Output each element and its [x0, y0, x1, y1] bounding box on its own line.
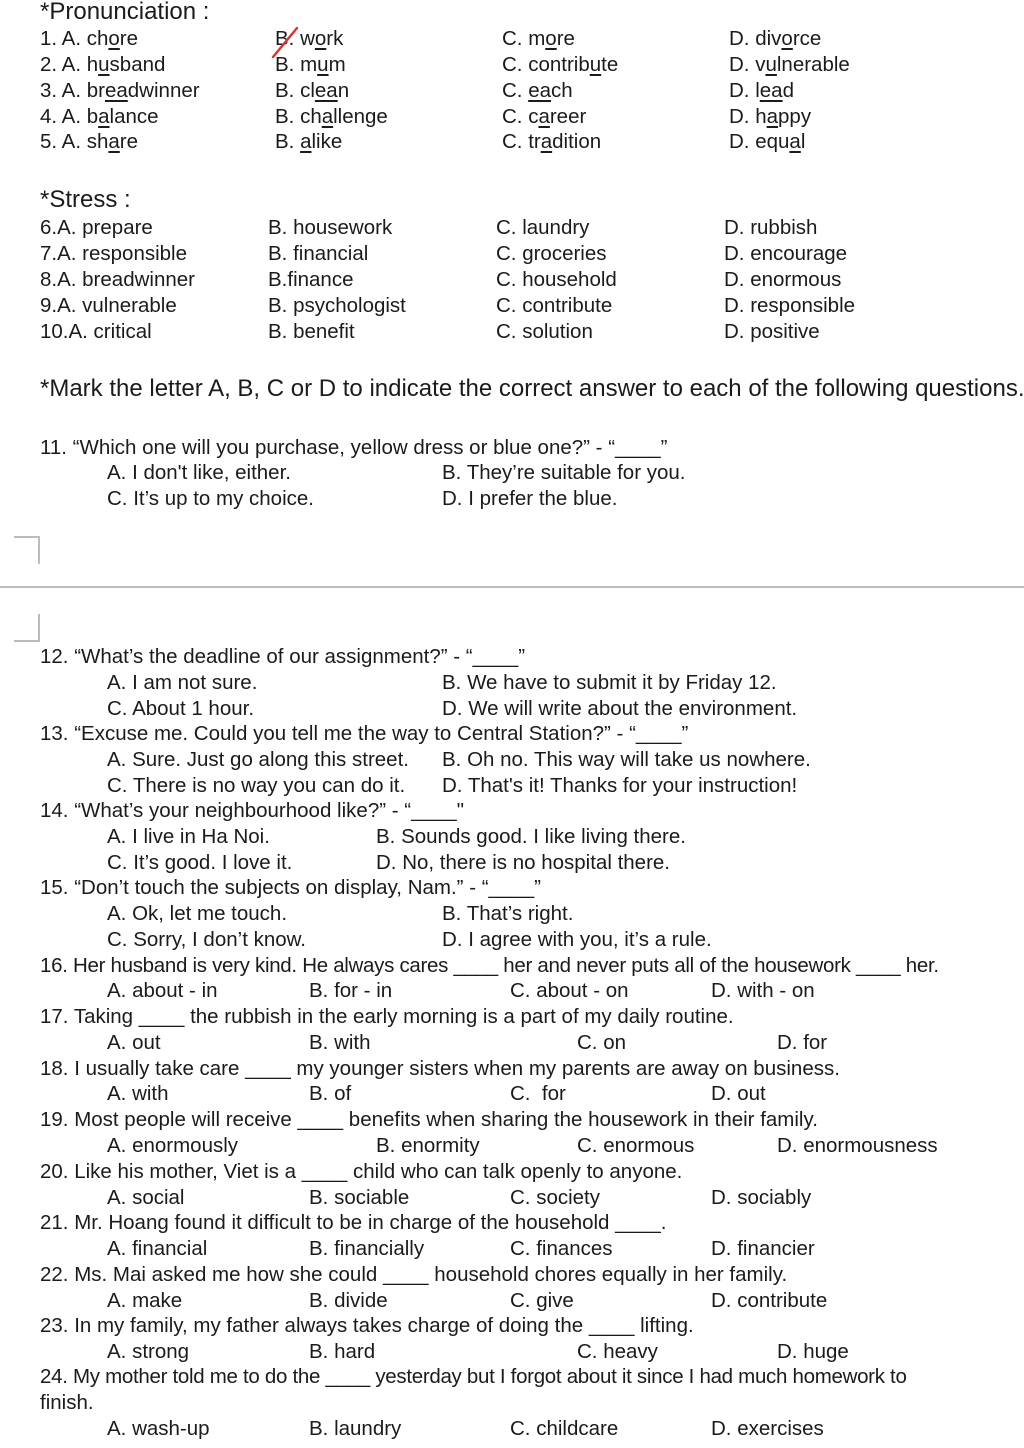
question-17-option-c: C. on: [577, 1031, 626, 1054]
stress-6-b: B. housework: [268, 216, 393, 239]
question-11-stem: 11. “Which one will you purchase, yellow dress or blue one?” - “____”: [40, 436, 668, 459]
question-23-stem: 23. In my family, my father always takes charge of doing the ____ lifting.: [40, 1314, 694, 1337]
question-16-option-d: D. with - on: [711, 979, 815, 1002]
stress-7-b: B. financial: [268, 242, 369, 265]
question-20-option-a: A. social: [107, 1186, 185, 1209]
question-19-option-a: A. enormously: [107, 1134, 239, 1157]
question-16-option-b: B. for - in: [309, 979, 393, 1002]
pron-1-c: C. more: [502, 27, 575, 50]
pron-1-a: 1. A. chore: [40, 27, 139, 50]
page-corner-mark-top: [14, 536, 40, 564]
pron-5-a: 5. A. share: [40, 130, 139, 153]
question-24-option-d: D. exercises: [711, 1417, 824, 1440]
stress-7-d: D. encourage: [724, 242, 848, 265]
question-17-option-b: B. with: [309, 1031, 371, 1054]
stress-6-d: D. rubbish: [724, 216, 818, 239]
question-19-stem: 19. Most people will receive ____ benefits when sharing the housework in their family.: [40, 1108, 818, 1131]
stress-10-b: B. benefit: [268, 320, 355, 343]
section-heading-pronunciation: *Pronunciation :: [40, 0, 210, 25]
question-11-option-c: C. It’s up to my choice.: [107, 487, 314, 510]
question-23-option-b: B. hard: [309, 1340, 376, 1363]
question-12-stem: 12. “What’s the deadline of our assignment?” - “____”: [40, 645, 526, 668]
question-21-option-d: D. financier: [711, 1237, 815, 1260]
stress-8-b: B.finance: [268, 268, 354, 291]
stress-10-c: C. solution: [496, 320, 593, 343]
question-13-option-d: D. That's it! Thanks for your instruction!: [442, 774, 798, 797]
question-16-option-a: A. about - in: [107, 979, 218, 1002]
question-11-option-a: A. I don't like, either.: [107, 461, 291, 484]
question-14-option-a: A. I live in Ha Noi.: [107, 825, 270, 848]
pron-3-c: C. each: [502, 79, 573, 102]
pron-3-d: D. lead: [729, 79, 794, 102]
question-21-option-a: A. financial: [107, 1237, 208, 1260]
stress-6-c: C. laundry: [496, 216, 590, 239]
question-22-option-d: D. contribute: [711, 1289, 828, 1312]
question-19-option-d: D. enormousness: [777, 1134, 938, 1157]
question-15-option-c: C. Sorry, I don’t know.: [107, 928, 307, 951]
stress-9-c: C. contribute: [496, 294, 613, 317]
question-18-option-b: B. of: [309, 1082, 352, 1105]
question-22-option-b: B. divide: [309, 1289, 388, 1312]
question-18-stem: 18. I usually take care ____ my younger sisters when my parents are away on business.: [40, 1057, 840, 1080]
question-13-option-a: A. Sure. Just go along this street.: [107, 748, 409, 771]
question-18-option-c: C. for: [510, 1082, 566, 1105]
stress-8-a: 8.A. breadwinner: [40, 268, 195, 291]
stress-9-a: 9.A. vulnerable: [40, 294, 177, 317]
question-11-option-d: D. I prefer the blue.: [442, 487, 618, 510]
question-12-option-c: C. About 1 hour.: [107, 697, 255, 720]
question-14-stem: 14. “What’s your neighbourhood like?” - “____": [40, 799, 464, 822]
question-12-option-a: A. I am not sure.: [107, 671, 258, 694]
stress-8-c: C. household: [496, 268, 617, 291]
question-16-option-c: C. about - on: [510, 979, 629, 1002]
question-20-option-c: C. society: [510, 1186, 600, 1209]
pron-5-b: B. alike: [275, 130, 343, 153]
question-20-stem: 20. Like his mother, Viet is a ____ child who can talk openly to anyone.: [40, 1160, 683, 1183]
stress-7-c: C. groceries: [496, 242, 607, 265]
question-24-option-c: C. childcare: [510, 1417, 619, 1440]
question-16-stem: 16. Her husband is very kind. He always cares ____ her and never puts all of the housework ____ her.: [40, 954, 939, 977]
answer-strike-mark: [268, 24, 302, 60]
pron-1-d: D. divorce: [729, 27, 822, 50]
pron-2-d: D. vulnerable: [729, 53, 850, 76]
question-15-option-d: D. I agree with you, it’s a rule.: [442, 928, 712, 951]
pron-2-b: B. mum: [275, 53, 346, 76]
pron-5-d: D. equal: [729, 130, 806, 153]
pron-2-c: C. contribute: [502, 53, 619, 76]
stress-6-a: 6.A. prepare: [40, 216, 153, 239]
question-21-stem: 21. Mr. Hoang found it difficult to be in charge of the household ____.: [40, 1211, 667, 1234]
question-18-option-a: A. with: [107, 1082, 169, 1105]
question-24-option-b: B. laundry: [309, 1417, 402, 1440]
question-18-option-d: D. out: [711, 1082, 766, 1105]
question-23-option-c: C. heavy: [577, 1340, 658, 1363]
question-14-option-c: C. It’s good. I love it.: [107, 851, 293, 874]
question-13-option-b: B. Oh no. This way will take us nowhere.: [442, 748, 811, 771]
section-heading-stress: *Stress :: [40, 186, 131, 213]
question-22-option-a: A. make: [107, 1289, 183, 1312]
question-24-option-a: A. wash-up: [107, 1417, 210, 1440]
pron-3-b: B. clean: [275, 79, 350, 102]
pron-4-b: B. challenge: [275, 105, 388, 128]
question-24-stem: 24. My mother told me to do the ____ yesterday but I forgot about it since I had much homework to: [40, 1365, 907, 1388]
question-20-option-d: D. sociably: [711, 1186, 812, 1209]
section-heading-mcq: *Mark the letter A, B, C or D to indicate the correct answer to each of the following questions.: [40, 375, 1024, 402]
question-19-option-c: C. enormous: [577, 1134, 695, 1157]
question-19-option-b: B. enormity: [376, 1134, 480, 1157]
question-13-stem: 13. “Excuse me. Could you tell me the way to Central Station?” - “____”: [40, 722, 689, 745]
pron-2-a: 2. A. husband: [40, 53, 166, 76]
stress-9-b: B. psychologist: [268, 294, 406, 317]
question-14-option-d: D. No, there is no hospital there.: [376, 851, 670, 874]
question-21-option-b: B. financially: [309, 1237, 425, 1260]
page-divider: [0, 586, 1024, 588]
question-22-stem: 22. Ms. Mai asked me how she could ____ household chores equally in her family.: [40, 1263, 788, 1286]
question-15-option-b: B. That’s right.: [442, 902, 574, 925]
question-15-option-a: A. Ok, let me touch.: [107, 902, 288, 925]
pron-4-a: 4. A. balance: [40, 105, 159, 128]
question-21-option-c: C. finances: [510, 1237, 613, 1260]
question-17-option-d: D. for: [777, 1031, 828, 1054]
question-15-stem: 15. “Don’t touch the subjects on display, Nam.” - “____”: [40, 876, 541, 899]
question-11-option-b: B. They’re suitable for you.: [442, 461, 686, 484]
question-17-stem: 17. Taking ____ the rubbish in the early morning is a part of my daily routine.: [40, 1005, 734, 1028]
stress-7-a: 7.A. responsible: [40, 242, 188, 265]
question-12-option-b: B. We have to submit it by Friday 12.: [442, 671, 777, 694]
question-23-option-a: A. strong: [107, 1340, 190, 1363]
pron-1-b: B. work: [275, 27, 344, 50]
page-corner-mark-bottom: [14, 614, 40, 642]
pron-5-c: C. tradition: [502, 130, 602, 153]
stress-8-d: D. enormous: [724, 268, 842, 291]
stress-10-a: 10.A. critical: [40, 320, 152, 343]
question-14-option-b: B. Sounds good. I like living there.: [376, 825, 686, 848]
pron-3-a: 3. A. breadwinner: [40, 79, 200, 102]
pron-4-d: D. happy: [729, 105, 812, 128]
question-22-option-c: C. give: [510, 1289, 574, 1312]
question-12-option-d: D. We will write about the environment.: [442, 697, 798, 720]
question-13-option-c: C. There is no way you can do it.: [107, 774, 406, 797]
question-24-stem-continued: finish.: [40, 1391, 94, 1414]
question-20-option-b: B. sociable: [309, 1186, 410, 1209]
stress-9-d: D. responsible: [724, 294, 856, 317]
question-17-option-a: A. out: [107, 1031, 161, 1054]
pron-4-c: C. career: [502, 105, 587, 128]
stress-10-d: D. positive: [724, 320, 820, 343]
question-23-option-d: D. huge: [777, 1340, 849, 1363]
